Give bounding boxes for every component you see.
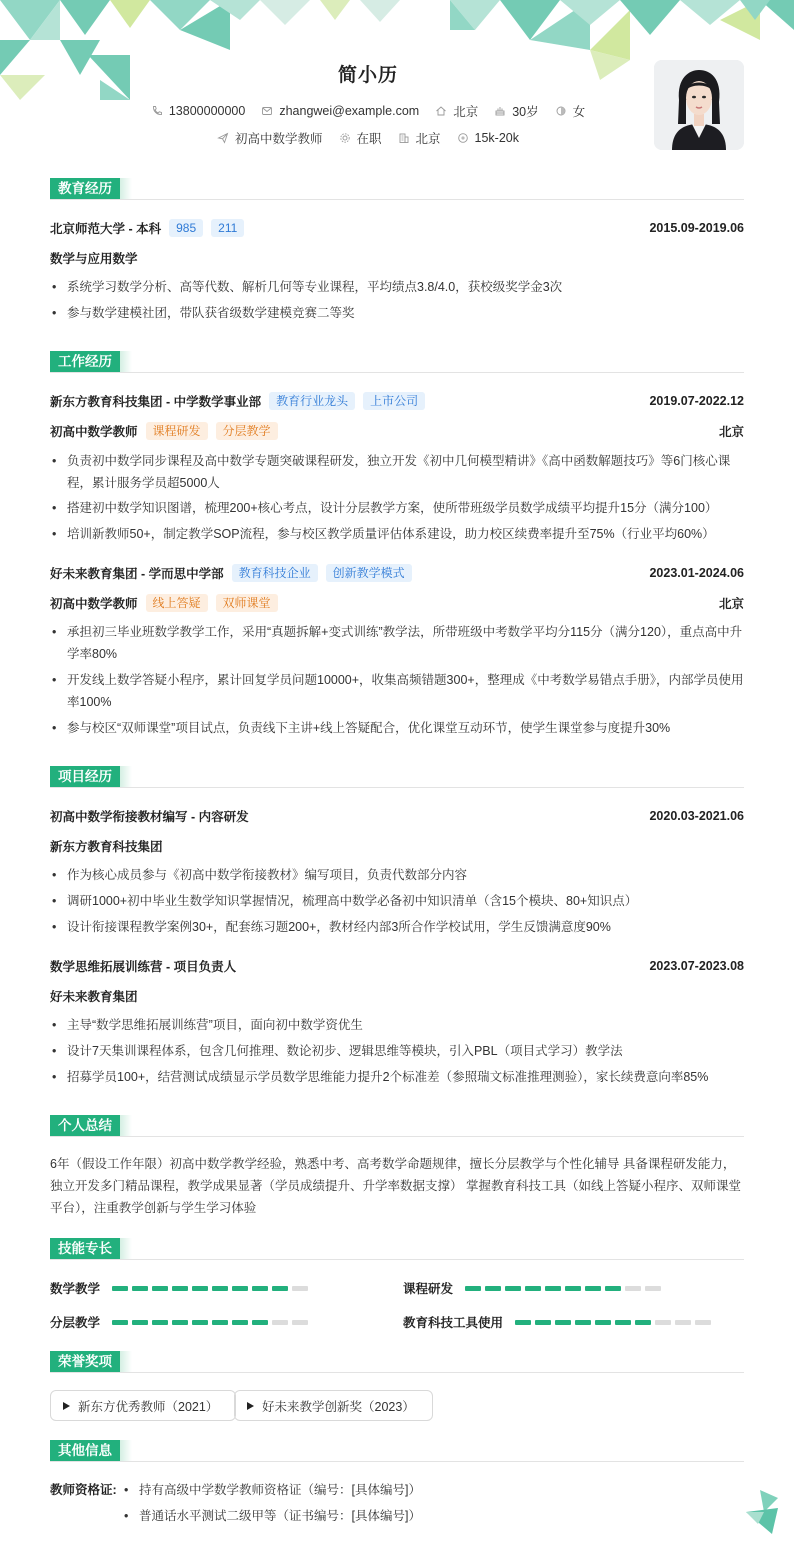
project-org: 新东方教育科技集团 (50, 840, 163, 854)
profile-photo (654, 60, 744, 150)
skill-level-segment (112, 1320, 128, 1325)
skill-level-segment (292, 1286, 308, 1291)
list-item: • 搭建初中数学知识图谱，梳理200+核心考点，设计分层教学方案，使所带班级学员数学成绩平均提升15分（满分100） (50, 497, 744, 519)
list-item: • 作为核心成员参与《初高中数学衔接教材》编写项目，负责代数部分内容 (50, 864, 744, 886)
skill-level-segment (615, 1320, 631, 1325)
project-entry-header (50, 807, 744, 825)
work-entry-header (50, 392, 744, 410)
section-title-fade (120, 1351, 132, 1373)
skill-level-segment (252, 1286, 268, 1291)
home-icon (435, 105, 447, 117)
list-item: • 参与数学建模社团，带队获省级数学建模竞赛二等奖 (50, 302, 744, 324)
salary-text: 15k-20k (474, 131, 520, 145)
section-title: 技能专长 (50, 1238, 120, 1260)
skill-level-segment (465, 1286, 481, 1291)
work-date: 2019.07-2022.12 (649, 394, 744, 408)
skill-level-segment (635, 1320, 651, 1325)
company-tag: 教育行业龙头 (269, 392, 355, 410)
skill-level-segment (212, 1320, 228, 1325)
certificate-label: 教师资格证: (50, 1483, 117, 1497)
list-item: • 设计7天集训课程体系，包含几何推理、数论初步、逻辑思维等模块，引入PBL（项目式学习）教学法 (50, 1040, 744, 1062)
section-title: 工作经历 (50, 351, 120, 373)
skill-level-segment (655, 1320, 671, 1325)
awards-section-header (50, 1351, 744, 1373)
section-title-fade (120, 1115, 132, 1137)
skill-level-segment (212, 1286, 228, 1291)
skill-level-bar (515, 1320, 711, 1325)
school-name: 北京师范大学 - 本科 (50, 222, 162, 236)
section-title-fade (120, 178, 132, 200)
age-text: 30岁 (512, 105, 539, 119)
project-org-row (50, 837, 744, 855)
project-org: 好未来教育集团 (50, 990, 138, 1004)
award-text: 新东方优秀教师（2021） (78, 1399, 219, 1414)
skill-level-segment (595, 1320, 611, 1325)
salary-info (457, 131, 519, 145)
skill-level-segment (192, 1320, 208, 1325)
play-icon (63, 1402, 70, 1410)
section-title: 荣誉奖项 (50, 1351, 120, 1373)
school-tag: 211 (211, 219, 244, 237)
work-date: 2023.01-2024.06 (649, 566, 744, 580)
skill-level-bar (465, 1286, 661, 1291)
skill-level-segment (695, 1320, 711, 1325)
divider (50, 1136, 744, 1137)
contact-row (0, 102, 736, 120)
role-tag: 分层教学 (216, 422, 278, 440)
company-tag: 教育科技企业 (232, 564, 318, 582)
section-title-fade (120, 351, 132, 373)
section-title-fade (120, 766, 132, 788)
cake-icon (494, 105, 506, 117)
skill-level-segment (485, 1286, 501, 1291)
skill-level-segment (505, 1286, 521, 1291)
award-chip (50, 1390, 236, 1421)
project-org-row (50, 987, 744, 1005)
skill-level-segment (535, 1320, 551, 1325)
section-title-fade (120, 1238, 132, 1260)
skill-level-segment (525, 1286, 541, 1291)
skill-level-segment (112, 1286, 128, 1291)
project-date: 2020.03-2021.06 (649, 809, 744, 823)
skill-level-segment (555, 1320, 571, 1325)
skill-level-segment (575, 1320, 591, 1325)
avatar (654, 60, 744, 150)
age-info (494, 102, 538, 120)
skill-level-segment (585, 1286, 601, 1291)
phone-info (151, 104, 245, 118)
project-date: 2023.07-2023.08 (649, 959, 744, 973)
skill-level-segment (232, 1286, 248, 1291)
phone-icon (151, 105, 163, 117)
skill-level-bar (112, 1286, 308, 1291)
skill-name: 数学教学 (50, 1282, 101, 1296)
list-item: • 系统学习数学分析、高等代数、解析几何等专业课程，平均绩点3.8/4.0，获校级奖学金3次 (50, 276, 744, 298)
section-title: 项目经历 (50, 766, 120, 788)
divider (50, 372, 744, 373)
summary-section-header (50, 1115, 744, 1137)
skill-level-segment (645, 1286, 661, 1291)
skill-level-segment (192, 1286, 208, 1291)
list-item: • 负责初中数学同步课程及高中数学专题突破课程研发，独立开发《初中几何模型精讲》《高中函数解题技巧》等6门核心课程，累计服务学员超5000人 (50, 450, 744, 494)
list-item: • 招募学员100+，结营测试成绩显示学员数学思维能力提升2个标准差（参照瑞文标准推理测验），家长续费意向率85% (50, 1066, 744, 1088)
role-tag: 双师课堂 (216, 594, 278, 612)
section-title: 教育经历 (50, 178, 120, 200)
gender-info (555, 102, 586, 120)
skill-level-segment (152, 1286, 168, 1291)
project-title: 初高中数学衔接教材编写 - 内容研发 (50, 810, 249, 824)
status-info (339, 129, 382, 147)
skill-level-segment (172, 1286, 188, 1291)
divider (50, 199, 744, 200)
award-text: 好未来教学创新奖（2023） (262, 1399, 415, 1414)
role-tag: 课程研发 (146, 422, 208, 440)
summary-text: 6年（假设工作年限）初高中数学教学经验，熟悉中考、高考数学命题规律，擅长分层教学与个性化辅导 具备课程研发能力，独立开发多门精品课程，教学成果显著（学员成绩提升、升学率数据支撑） 掌握教育科技工具（如线上答疑小程序、双师课堂平台），注重教学创新与学生学习体验 (50, 1157, 741, 1215)
skills-section-header (50, 1238, 744, 1260)
company-tag: 上市公司 (363, 392, 425, 410)
mail-icon (261, 105, 273, 117)
education-section-header (50, 178, 744, 200)
job-intent-row (0, 129, 736, 147)
skill-name: 分层教学 (50, 1316, 101, 1330)
project-entry-header (50, 957, 744, 975)
building-icon (398, 132, 410, 144)
skill-level-bar (112, 1320, 308, 1325)
send-icon (217, 132, 229, 144)
other-section-header (50, 1440, 744, 1462)
award-chip (234, 1390, 433, 1421)
target-city-text: 北京 (415, 132, 441, 146)
list-item: • 设计衔接课程教学案例30+，配套练习题200+，教材经内部3所合作学校试用，学生反馈满意度90% (50, 916, 744, 938)
skill-name: 课程研发 (403, 1282, 454, 1296)
skill-level-segment (152, 1320, 168, 1325)
skill-level-segment (515, 1320, 531, 1325)
company-name: 好未来教育集团 - 学而思中学部 (50, 567, 224, 581)
work-section-header (50, 351, 744, 373)
gender-text: 女 (572, 105, 586, 119)
project-section-header (50, 766, 744, 788)
skill-level-segment (565, 1286, 581, 1291)
skill-level-segment (252, 1320, 268, 1325)
work-role-row (50, 422, 744, 440)
work-entry-header (50, 564, 744, 582)
education-entry (50, 219, 744, 237)
phone-text: 13800000000 (168, 104, 246, 118)
list-item: • 培训新教师50+，制定教学SOP流程，参与校区教学质量评估体系建设，助力校区续费率提升至75%（行业平均60%） (50, 523, 744, 545)
divider (50, 787, 744, 788)
major-row (50, 249, 744, 267)
gear-icon (339, 132, 351, 144)
skill-item (50, 1279, 308, 1297)
work-location: 北京 (718, 425, 744, 439)
skill-item (403, 1279, 661, 1297)
city-text: 北京 (453, 105, 479, 119)
list-item: • 调研1000+初中毕业生数学知识掌握情况，梳理高中数学必备初中知识清单（含15个模块、80+知识点） (50, 890, 744, 912)
list-item: • 普通话水平测试二级甲等（证书编号：[具体编号]） (122, 1506, 722, 1526)
section-title: 个人总结 (50, 1115, 120, 1137)
skill-level-segment (132, 1320, 148, 1325)
skill-level-segment (545, 1286, 561, 1291)
gender-icon (555, 105, 567, 117)
skill-level-segment (272, 1286, 288, 1291)
city-info (435, 102, 478, 120)
skill-level-segment (675, 1320, 691, 1325)
section-title: 其他信息 (50, 1440, 120, 1462)
company-name: 新东方教育科技集团 - 中学数学事业部 (50, 395, 262, 409)
target-city-info (398, 129, 441, 147)
school-tag: 985 (169, 219, 203, 237)
list-item: • 持有高级中学数学教师资格证（编号：[具体编号]） (122, 1480, 722, 1500)
skill-level-segment (272, 1320, 288, 1325)
list-item: • 参与校区“双师课堂”项目试点，负责线下主讲+线上答疑配合，优化课堂互动环节，使学生课堂参与度提升30% (50, 717, 744, 739)
skill-item (403, 1313, 711, 1331)
skill-level-segment (132, 1286, 148, 1291)
role-name: 初高中数学教师 (50, 597, 138, 611)
email-info (261, 104, 419, 118)
list-item: • 开发线上数学答疑小程序，累计回复学员问题10000+，收集高频错题300+，整理成《中考数学易错点手册》，内部学员使用率100% (50, 669, 744, 713)
work-location: 北京 (718, 597, 744, 611)
divider (50, 1372, 744, 1373)
candidate-name: 简小历 (337, 65, 398, 86)
skill-level-segment (292, 1320, 308, 1325)
list-item: • 主导“数学思维拓展训练营”项目，面向初中数学资优生 (50, 1014, 744, 1036)
skill-level-segment (172, 1320, 188, 1325)
project-title: 数学思维拓展训练营 - 项目负责人 (50, 960, 237, 974)
skill-name: 教育科技工具使用 (403, 1316, 504, 1330)
major-name: 数学与应用数学 (50, 252, 138, 266)
divider (50, 1259, 744, 1260)
section-title-fade (120, 1440, 132, 1462)
divider (50, 1461, 744, 1462)
skill-item (50, 1313, 308, 1331)
list-item: • 承担初三毕业班数学教学工作，采用“真题拆解+变式训练”教学法，所带班级中考数学平均分115分（满分120），重点高中升学率80% (50, 621, 744, 665)
skill-level-segment (232, 1320, 248, 1325)
company-tag: 创新教学模式 (326, 564, 412, 582)
work-role-row (50, 594, 744, 612)
role-name: 初高中数学教师 (50, 425, 138, 439)
status-text: 在职 (356, 132, 382, 146)
coin-icon (457, 132, 469, 144)
email-text: zhangwei@example.com (279, 104, 420, 118)
skill-level-segment (625, 1286, 641, 1291)
position-text: 初高中数学教师 (234, 132, 323, 146)
skill-level-segment (605, 1286, 621, 1291)
play-icon (247, 1402, 254, 1410)
education-date: 2015.09-2019.06 (649, 221, 744, 235)
position-info (217, 129, 323, 147)
role-tag: 线上答疑 (146, 594, 208, 612)
